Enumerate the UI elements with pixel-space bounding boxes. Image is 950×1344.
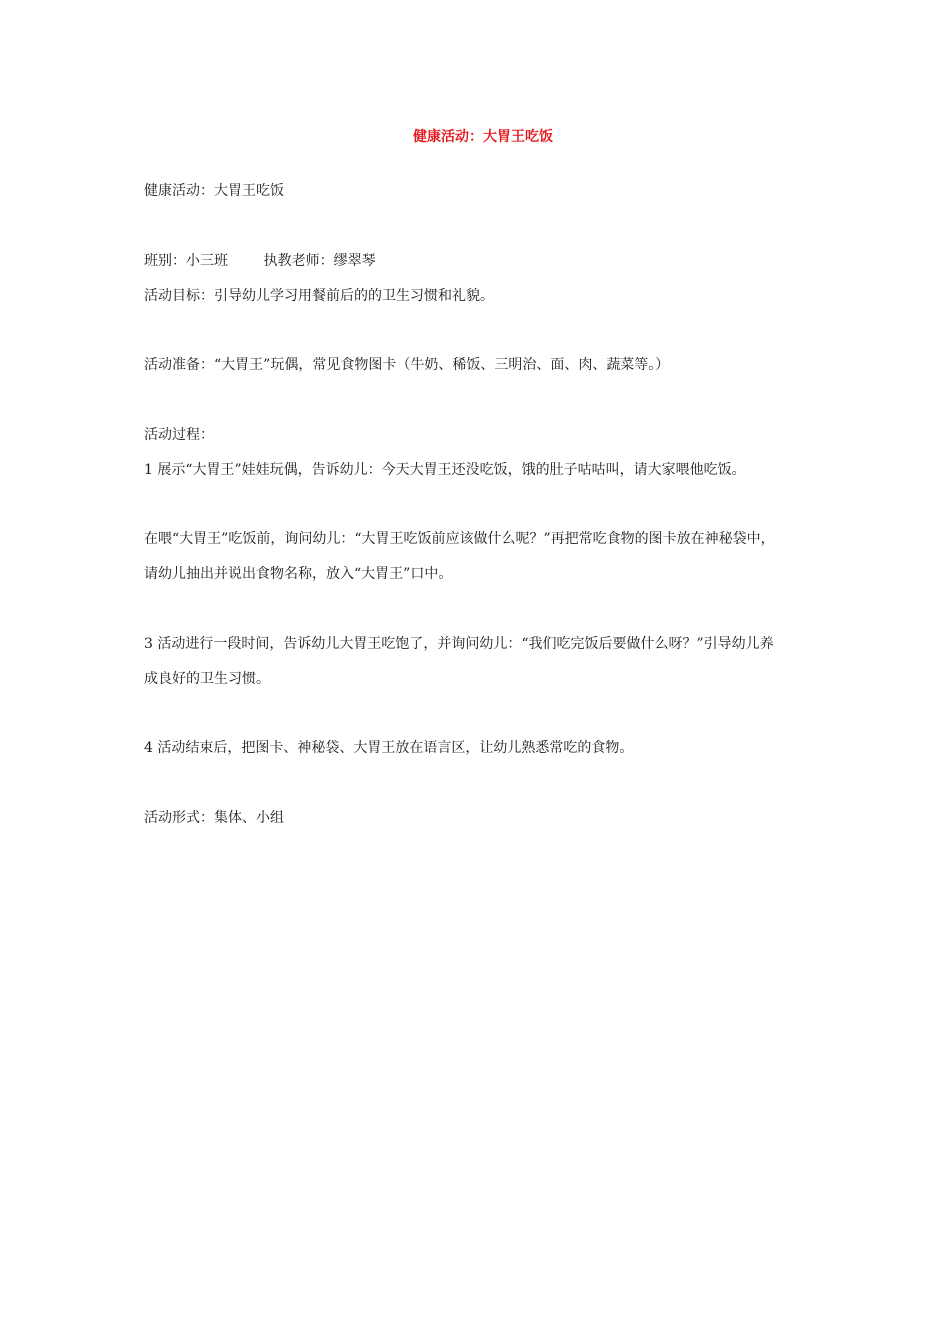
activity-form-line: 活动形式：集体、小组 [144, 810, 284, 826]
activity-process-heading: 活动过程： [144, 427, 214, 443]
activity-preparation-line: 活动准备：“大胃王”玩偶，常见食物图卡（牛奶、稀饭、三明治、面、肉、蔬菜等。） [144, 357, 670, 373]
document-title: 健康活动：大胃王吃饭 [413, 129, 553, 145]
process-step-3-line-1: 3 活动进行一段时间，告诉幼儿大胃王吃饱了，并询问幼儿：“我们吃完饭后要做什么呀？”引导幼儿养 [144, 636, 774, 652]
process-step-2-line-2: 请幼儿抽出并说出食物名称，放入“大胃王”口中。 [144, 566, 453, 582]
process-step-3-line-2: 成良好的卫生习惯。 [144, 671, 270, 687]
process-step-4: 4 活动结束后，把图卡、神秘袋、大胃王放在语言区，让幼儿熟悉常吃的食物。 [144, 740, 634, 756]
process-step-1: 1 展示“大胃王”娃娃玩偶，告诉幼儿：今天大胃王还没吃饭，饿的肚子咕咕叫，请大家喂他吃饭。 [144, 462, 746, 478]
activity-goal-line: 活动目标：引导幼儿学习用餐前后的的卫生习惯和礼貌。 [144, 288, 494, 304]
process-step-2-line-1: 在喂“大胃王”吃饭前，询问幼儿：“大胃王吃饭前应该做什么呢？”再把常吃食物的图卡放在神秘袋中， [144, 531, 775, 547]
class-teacher-line: 班别：小三班 执教老师：缪翠琴 [144, 253, 376, 269]
subtitle-line: 健康活动：大胃王吃饭 [144, 183, 284, 199]
